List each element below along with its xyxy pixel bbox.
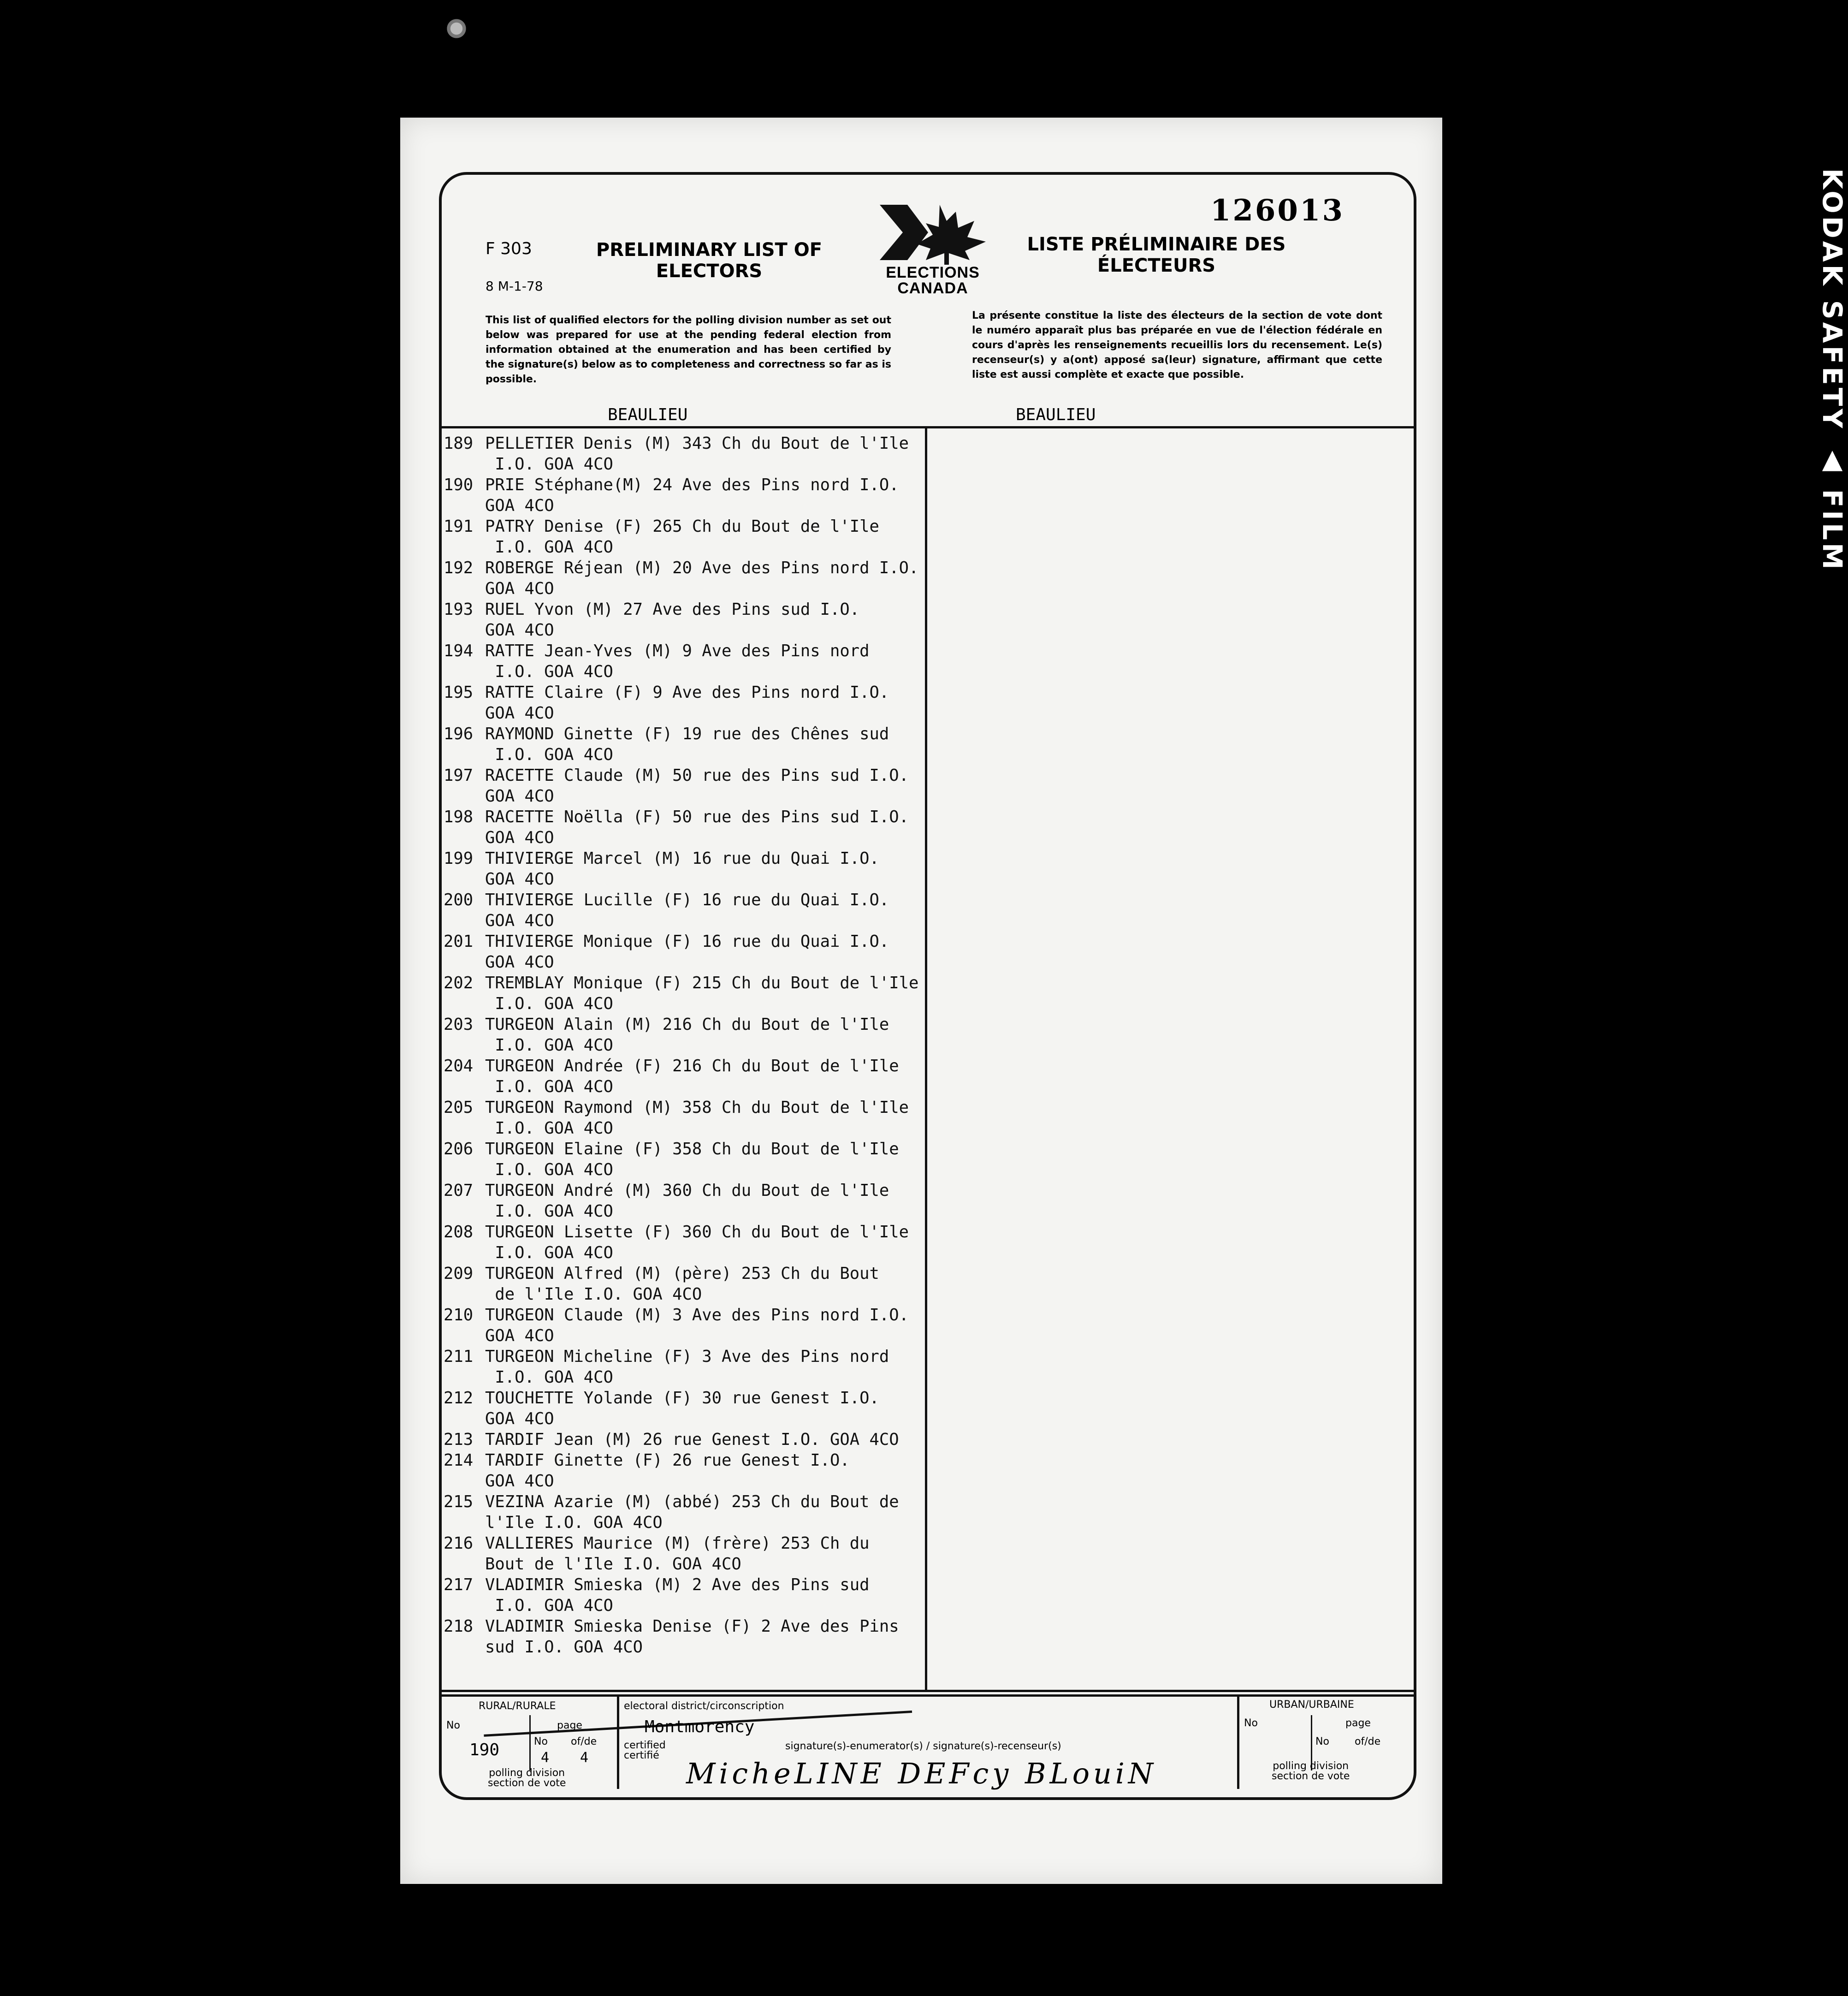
intro-english: This list of qualified electors for the polling division number as set out below was prepared for use at the pending federal election from information obtained at the enumeration and has been certified by the signature(s) below as to completeness and correctness so far as is possible. <box>486 315 891 385</box>
elector-details: TURGEON Claude (M) 3 Ave des Pins nord I.O. GOA 4CO <box>485 1306 909 1345</box>
elector-number: 189 <box>444 434 474 453</box>
footer-top-rule <box>442 1694 1414 1697</box>
elector-details: RACETTE Noëlla (F) 50 rue des Pins sud I.O. GOA 4CO <box>485 808 909 847</box>
column-divider <box>925 428 927 1690</box>
elector-details: PELLETIER Denis (M) 343 Ch du Bout de l'Ile I.O. GOA 4CO <box>485 434 909 474</box>
elector-number: 196 <box>444 725 474 743</box>
urban-page-of-label: of/de <box>1355 1736 1381 1747</box>
elector-details: PATRY Denise (F) 265 Ch du Bout de l'Ile I.O. GOA 4CO <box>485 517 879 557</box>
elector-entry <box>444 1222 923 1263</box>
logo-text <box>871 265 995 296</box>
elector-list <box>444 433 923 1657</box>
elector-entry <box>444 599 923 641</box>
elector-details: TARDIF Jean (M) 26 rue Genest I.O. GOA 4CO <box>485 1430 899 1449</box>
rural-no-label: No <box>446 1720 460 1731</box>
elector-number: 213 <box>444 1430 474 1449</box>
elector-details: TURGEON Lisette (F) 360 Ch du Bout de l'Ile I.O. GOA 4CO <box>485 1223 909 1262</box>
serial-number: 126013 <box>1210 193 1345 228</box>
elector-details: TURGEON Micheline (F) 3 Ave des Pins nord I.O. GOA 4CO <box>485 1347 889 1387</box>
urban-page-label: page <box>1345 1717 1371 1729</box>
logo-line-1: ELECTIONS <box>886 264 980 281</box>
elector-list-form <box>439 172 1416 1800</box>
polling-division-number: 190 <box>469 1741 500 1759</box>
elector-details: PRIE Stéphane(M) 24 Ave des Pins nord I.O. GOA 4CO <box>485 475 899 515</box>
elector-entry <box>444 931 923 973</box>
elector-entry <box>444 765 923 807</box>
elector-details: RATTE Claire (F) 9 Ave des Pins nord I.O. GOA 4CO <box>485 683 889 723</box>
elections-canada-logo <box>871 200 995 302</box>
elector-entry <box>444 475 923 516</box>
elector-details: TURGEON Alfred (M) (père) 253 Ch du Bout de l'Ile I.O. GOA 4CO <box>485 1264 879 1304</box>
elector-number: 200 <box>444 891 474 909</box>
header-rule <box>442 426 1414 428</box>
elector-details: ROBERGE Réjean (M) 20 Ave des Pins nord I.O. GOA 4CO <box>485 558 919 598</box>
elector-details: VLADIMIR Smieska Denise (F) 2 Ave des Pins sud I.O. GOA 4CO <box>485 1617 899 1657</box>
elector-entry <box>444 1056 923 1097</box>
elector-details: RATTE Jean-Yves (M) 9 Ave des Pins nord I.O. GOA 4CO <box>485 642 870 681</box>
elector-number: 217 <box>444 1575 474 1594</box>
elector-entry <box>444 1616 923 1657</box>
elector-entry <box>444 1097 923 1139</box>
elector-entry <box>444 641 923 682</box>
elector-details: TURGEON Raymond (M) 358 Ch du Bout de l'Ile I.O. GOA 4CO <box>485 1098 909 1138</box>
document-page <box>400 118 1442 1884</box>
elector-details: TURGEON André (M) 360 Ch du Bout de l'Ile I.O. GOA 4CO <box>485 1181 889 1221</box>
elector-entry <box>444 848 923 890</box>
elector-entry <box>444 1346 923 1388</box>
elector-number: 209 <box>444 1264 474 1283</box>
elector-details: TURGEON Alain (M) 216 Ch du Bout de l'Ile I.O. GOA 4CO <box>485 1015 889 1055</box>
elector-number: 190 <box>444 475 474 494</box>
rural-polling-division-label: polling division section de vote <box>488 1767 566 1789</box>
elector-number: 214 <box>444 1451 474 1470</box>
elector-entry <box>444 1305 923 1346</box>
elector-number: 194 <box>444 642 474 660</box>
intro-french: La présente constitue la liste des électeurs de la section de vote dont le numéro apparaît plus bas préparée en vue de l'élection fédérale en cours d'après les renseignements recueillis lors du recensement. Le(s) recenseur(s) y a(ont) apposé sa(leur) signature, affirmant que cette liste est aussi complète et exacte que possible. <box>972 310 1382 380</box>
elector-entry <box>444 973 923 1014</box>
elector-number: 193 <box>444 600 474 619</box>
elector-number: 211 <box>444 1347 474 1366</box>
rural-page-no-label: No <box>534 1736 548 1747</box>
elector-details: THIVIERGE Marcel (M) 16 rue du Quai I.O. GOA 4CO <box>485 849 879 889</box>
elector-details: THIVIERGE Lucille (F) 16 rue du Quai I.O. GOA 4CO <box>485 891 889 930</box>
elector-details: RACETTE Claude (M) 50 rue des Pins sud I.O. GOA 4CO <box>485 766 909 806</box>
urban-label: URBAN/URBAINE <box>1269 1699 1354 1711</box>
signature-label: signature(s)-enumerator(s) / signature(s)-recenseur(s) <box>785 1741 1061 1752</box>
elector-details: TARDIF Ginette (F) 26 rue Genest I.O. GOA 4CO <box>485 1451 850 1491</box>
page-number: 4 <box>541 1750 550 1766</box>
elector-number: 192 <box>444 558 474 577</box>
maple-x-icon <box>871 200 995 265</box>
elector-entry <box>444 1014 923 1056</box>
elector-details: VLADIMIR Smieska (M) 2 Ave des Pins sud I.O. GOA 4CO <box>485 1575 870 1615</box>
elector-entry <box>444 1180 923 1222</box>
elector-details: RUEL Yvon (M) 27 Ave des Pins sud I.O. GOA 4CO <box>485 600 860 640</box>
elector-entry <box>444 1533 923 1574</box>
elector-number: 208 <box>444 1223 474 1242</box>
elector-number: 207 <box>444 1181 474 1200</box>
elector-entry <box>444 1139 923 1180</box>
urban-page-no-label: No <box>1315 1736 1329 1747</box>
elector-entry <box>444 558 923 599</box>
elector-entry <box>444 1450 923 1491</box>
district-label: electoral district/circonscription <box>624 1700 784 1712</box>
elector-number: 199 <box>444 849 474 868</box>
elector-number: 191 <box>444 517 474 536</box>
dust-speck <box>443 18 470 39</box>
elector-entry <box>444 1263 923 1305</box>
elector-details: TOUCHETTE Yolande (F) 30 rue Genest I.O. GOA 4CO <box>485 1389 879 1428</box>
elector-number: 197 <box>444 766 474 785</box>
elector-details: RAYMOND Ginette (F) 19 rue des Chênes sud I.O. GOA 4CO <box>485 725 889 764</box>
elector-entry <box>444 1388 923 1429</box>
urban-no-label: No <box>1244 1717 1258 1729</box>
page-total: 4 <box>580 1750 589 1766</box>
elector-entry <box>444 724 923 765</box>
elector-number: 216 <box>444 1534 474 1553</box>
elector-entry <box>444 433 923 475</box>
elector-entry <box>444 682 923 724</box>
elector-number: 205 <box>444 1098 474 1117</box>
elector-number: 201 <box>444 932 474 951</box>
rural-page-of-label: of/de <box>571 1736 597 1747</box>
elector-number: 206 <box>444 1140 474 1158</box>
elector-entry <box>444 890 923 931</box>
list-bottom-rule <box>442 1690 1414 1692</box>
elector-entry <box>444 516 923 558</box>
elector-number: 195 <box>444 683 474 702</box>
footer-divider-1 <box>617 1697 619 1789</box>
elector-number: 218 <box>444 1617 474 1636</box>
elector-number: 215 <box>444 1492 474 1511</box>
elector-entry <box>444 1429 923 1450</box>
elector-details: VALLIERES Maurice (M) (frère) 253 Ch du Bout de l'Ile I.O. GOA 4CO <box>485 1534 870 1574</box>
rural-label: RURAL/RURALE <box>479 1700 556 1712</box>
elector-entry <box>444 1574 923 1616</box>
elector-number: 202 <box>444 974 474 992</box>
column-heading-left: BEAULIEU <box>608 405 688 424</box>
form-number: F 303 <box>486 239 532 258</box>
enumerator-signature: MicheLINE DEFcy BLouiN <box>686 1757 1157 1790</box>
elector-number: 204 <box>444 1057 474 1075</box>
logo-line-2: CANADA <box>897 279 968 297</box>
certified-label: certified certifié <box>624 1740 666 1761</box>
title-french: LISTE PRÉLIMINAIRE DES ÉLECTEURS <box>1027 234 1286 276</box>
footer-divider-2 <box>1237 1697 1239 1789</box>
elector-details: THIVIERGE Monique (F) 16 rue du Quai I.O. GOA 4CO <box>485 932 889 972</box>
elector-details: TURGEON Andrée (F) 216 Ch du Bout de l'Ile I.O. GOA 4CO <box>485 1057 899 1096</box>
title-english: PRELIMINARY LIST OF ELECTORS <box>596 239 823 282</box>
elector-number: 210 <box>444 1306 474 1325</box>
elector-entry <box>444 807 923 848</box>
district-value: Montmorency <box>645 1717 755 1736</box>
rural-page-label: page <box>557 1720 582 1731</box>
form-date: 8 M-1-78 <box>486 279 543 294</box>
footer-divider-3 <box>529 1715 531 1770</box>
elector-number: 203 <box>444 1015 474 1034</box>
urban-polling-division-label: polling division section de vote <box>1272 1760 1350 1782</box>
elector-details: TREMBLAY Monique (F) 215 Ch du Bout de l'Ile I.O. GOA 4CO <box>485 974 919 1013</box>
elector-number: 198 <box>444 808 474 826</box>
column-heading-right: BEAULIEU <box>1016 405 1096 424</box>
elector-number: 212 <box>444 1389 474 1408</box>
film-edge-text: KODAK SAFETY ▲ FILM <box>1817 168 1848 572</box>
elector-details: TURGEON Elaine (F) 358 Ch du Bout de l'Ile I.O. GOA 4CO <box>485 1140 899 1179</box>
elector-details: VEZINA Azarie (M) (abbé) 253 Ch du Bout de l'Ile I.O. GOA 4CO <box>485 1492 899 1532</box>
elector-entry <box>444 1491 923 1533</box>
